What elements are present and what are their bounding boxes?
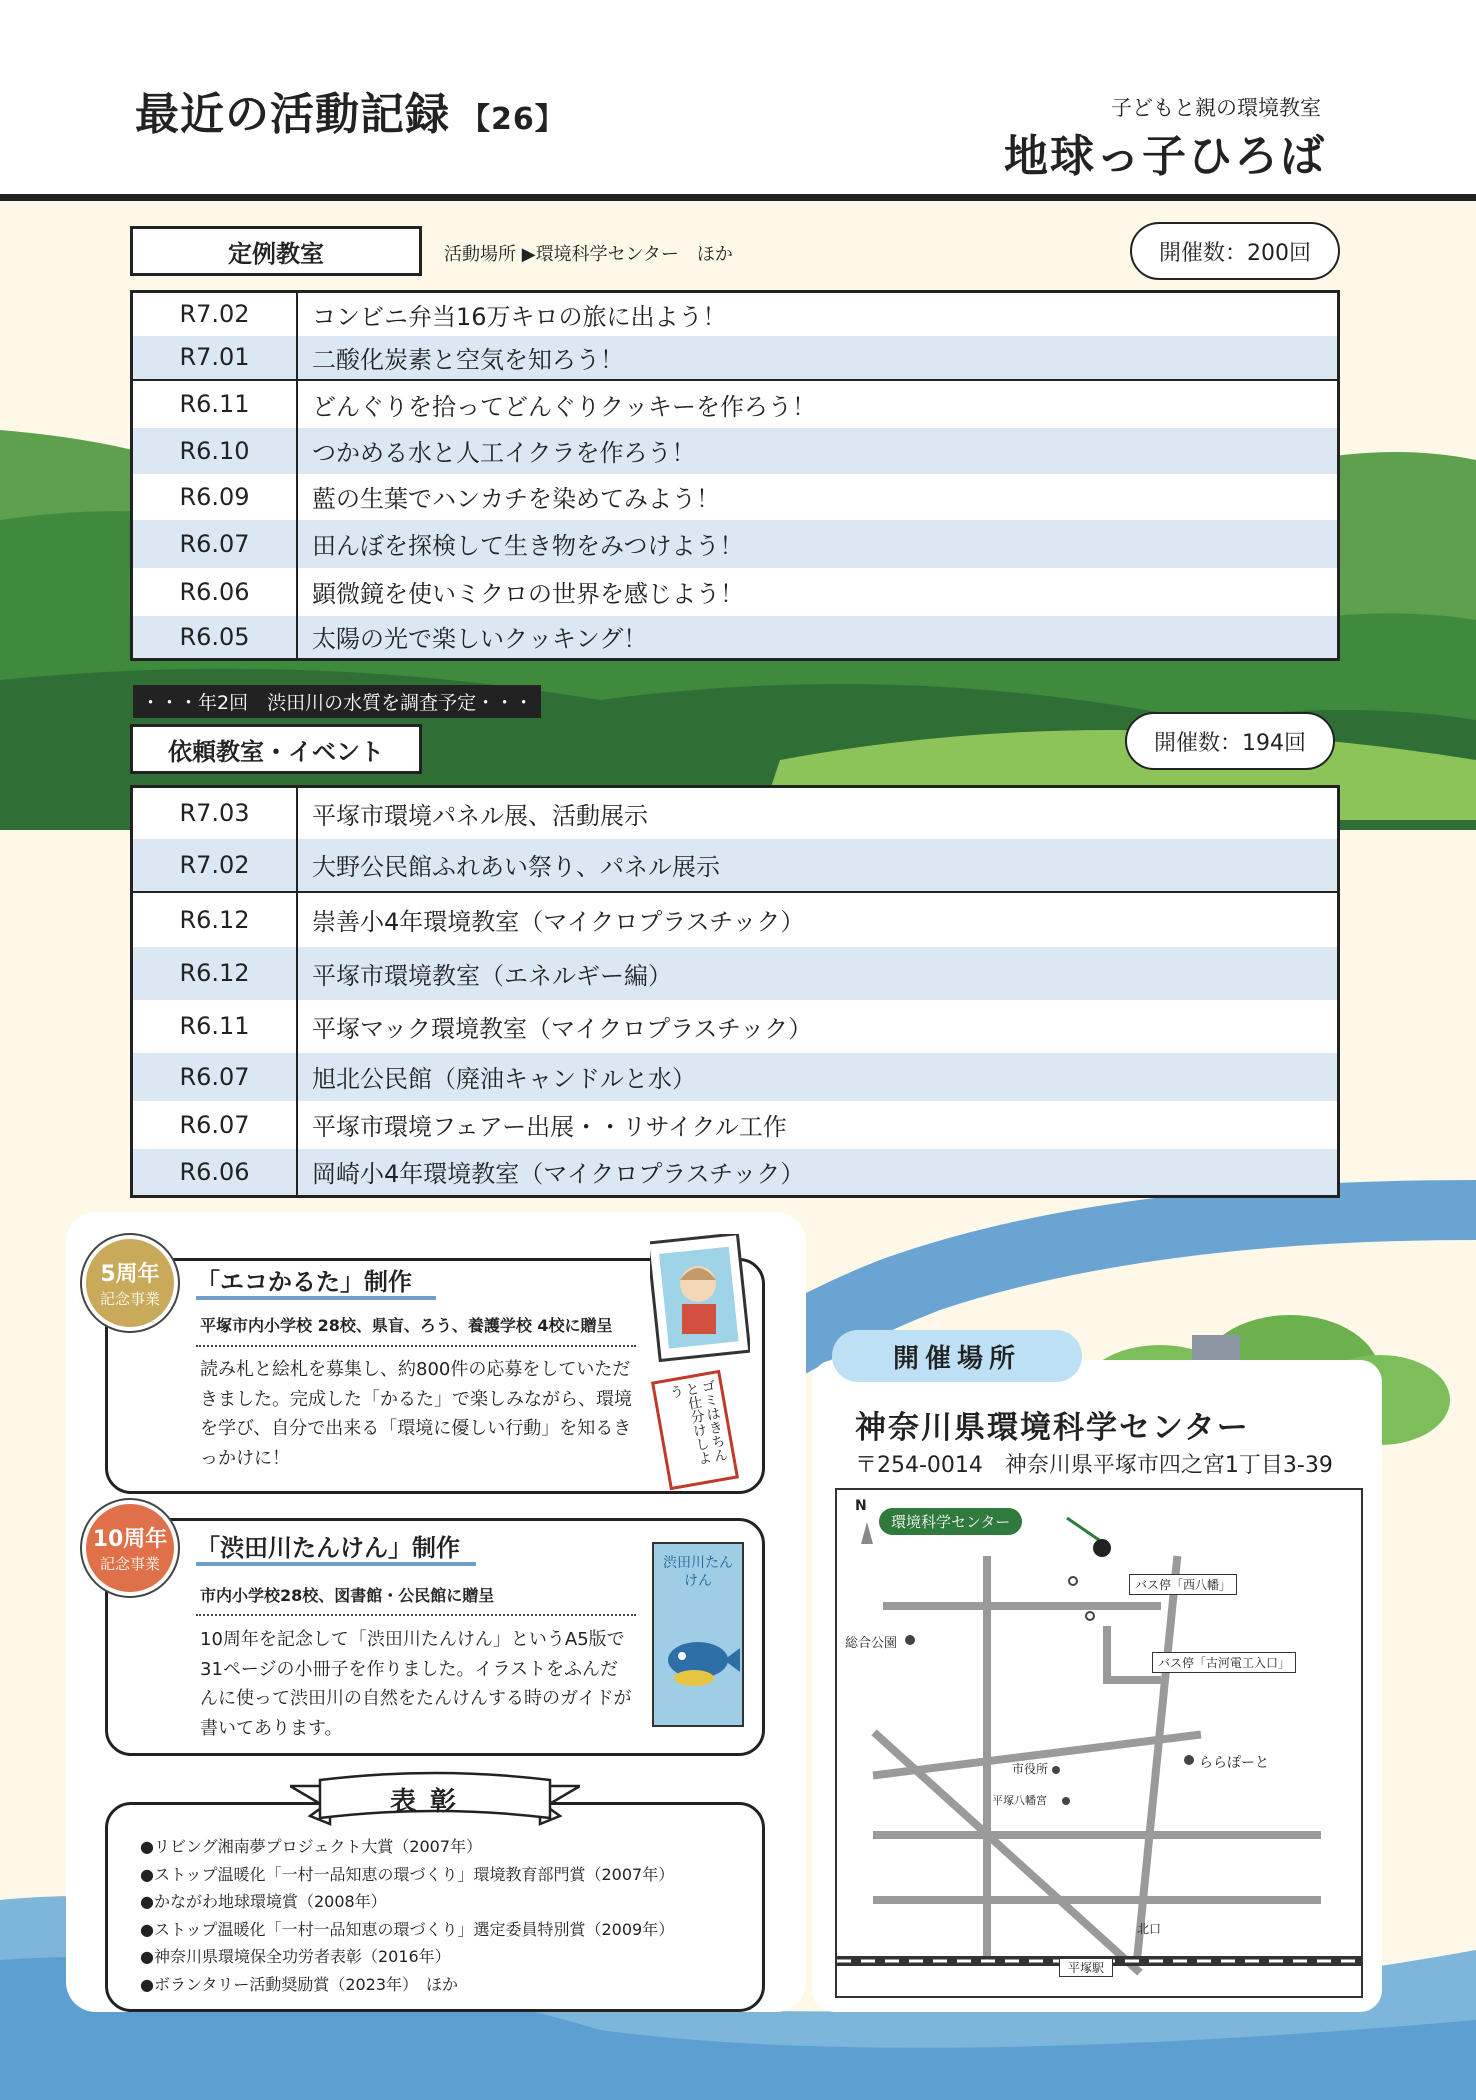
award-item: ●ボランタリー活動奨励賞（2023年） ほか — [140, 1974, 459, 1994]
project-body: 10周年を記念して「渋田川たんけん」というA5版で31ページの小冊子を作りました。イラストをふんだんに使って渋田川の自然をたんけんする時のガイドが書いてあります。 — [200, 1629, 632, 1740]
row-title: 旭北公民館（廃油キャンドルと水） — [297, 1053, 1339, 1101]
row-date: R7.02 — [132, 292, 298, 336]
row-title: つかめる水と人工イクラを作ろう！ — [297, 428, 1339, 474]
table-row — [132, 616, 1339, 660]
row-title: 藍の生葉でハンカチを染めてみよう！ — [312, 485, 720, 513]
table-row — [132, 1149, 1339, 1197]
table-row — [132, 568, 1339, 616]
award-item: ●かながわ地球環境賞（2008年） — [140, 1892, 387, 1912]
table-row — [132, 1101, 1339, 1149]
row-title: 崇善小4年環境教室（マイクロプラスチック） — [297, 892, 1339, 947]
row-title: 大野公民館ふれあい祭り、パネル展示 — [297, 839, 1339, 892]
header-rule — [0, 194, 1476, 201]
booklet-cover — [652, 1542, 744, 1727]
regular-count-badge: 開催数：200回 — [1130, 222, 1340, 280]
table-row — [132, 787, 1339, 839]
fish-illustration — [654, 1600, 742, 1700]
request-count-badge: 開催数：194回 — [1125, 712, 1335, 770]
org-name: 地球っ子ひろば — [1004, 131, 1326, 182]
table-row — [132, 520, 1339, 568]
map-park: 総合公園 — [845, 1636, 898, 1651]
karuta-word-card: ゴミはきちんと仕分けしよう — [651, 1370, 739, 1490]
table-row — [132, 892, 1339, 947]
regular-section-label: 定例教室 — [130, 226, 422, 276]
map-lalaport: ららぽーと — [1199, 1755, 1269, 1771]
row-date: R7.01 — [132, 336, 298, 380]
row-date: R6.05 — [132, 616, 298, 660]
regular-table — [130, 290, 1340, 661]
venue-address: 〒254-0014 神奈川県平塚市四之宮1丁目3-39 — [855, 1453, 1333, 1478]
table-row — [132, 380, 1339, 428]
row-title: 岡崎小4年環境教室（マイクロプラスチック） — [297, 1149, 1339, 1197]
project-body: 読み札と絵札を募集し、約800件の応募をしていただきました。完成した「かるた」で楽しみながら、環境を学び、自分で出来る「環境に優しい行動」を知るきっかけに！ — [200, 1359, 632, 1470]
map-center-label: 環境科学センター — [879, 1508, 1022, 1535]
row-date: R6.10 — [132, 428, 298, 474]
row-title: 平塚市環境パネル展、活動展示 — [312, 801, 648, 830]
karuta-picture-card — [650, 1234, 750, 1364]
title-underline — [196, 1562, 476, 1566]
map-bus-stop-2: バス停「古河電工入口」 — [1152, 1652, 1296, 1673]
row-title: どんぐりを拾ってどんぐりクッキーを作ろう！ — [297, 380, 1339, 428]
table-row — [132, 839, 1339, 892]
award-item: ●ストップ温暖化「一村一品知恵の環づくり」選定委員特別賞（2009年） — [140, 1919, 675, 1939]
map-north-exit: 北口 — [1137, 1922, 1162, 1936]
issue-number: 【26】 — [460, 102, 566, 137]
row-date: R6.06 — [132, 568, 298, 616]
water-survey-note: ・・・年2回 渋田川の水質を調査予定・・・ — [133, 685, 541, 718]
request-section-label: 依頼教室・イベント — [130, 724, 422, 774]
map-shrine: 平塚八幡宮 — [992, 1794, 1047, 1807]
row-date: R6.07 — [132, 1053, 298, 1101]
badge-number: 10周年 — [92, 1527, 168, 1552]
awards-title: 表彰 — [390, 1787, 471, 1817]
award-item: ●神奈川県環境保全功労者表彰（2016年） — [140, 1947, 451, 1967]
row-date: R6.11 — [132, 1000, 298, 1053]
project-title: 「エコかるた」制作 — [196, 1268, 412, 1296]
venue-name: 神奈川県環境科学センター — [855, 1410, 1250, 1446]
project-title: 「渋田川たんけん」制作 — [196, 1534, 460, 1562]
map-bus-stop-1: バス停「西八幡」 — [1129, 1574, 1237, 1595]
row-title: 顕微鏡を使いミクロの世界を感じよう！ — [312, 580, 744, 608]
table-row — [132, 336, 1339, 380]
row-title: コンビニ弁当16万キロの旅に出よう！ — [312, 302, 727, 331]
booklet-title: 渋田川たんけん — [663, 1555, 733, 1590]
awards-list — [140, 1833, 760, 1998]
table-row — [132, 947, 1339, 1000]
row-date: R6.12 — [132, 947, 298, 1000]
page-title — [135, 78, 566, 142]
project-subtitle: 市内小学校28校、図書館・公民館に贈呈 — [200, 1586, 495, 1605]
map-city-hall: 市役所 — [1012, 1762, 1049, 1776]
row-date: R7.03 — [132, 787, 298, 839]
award-item: ●ストップ温暖化「一村一品知恵の環づくり」環境教育部門賞（2007年） — [140, 1864, 675, 1884]
table-row — [132, 292, 1339, 336]
row-title: 平塚市環境フェアー出展・・リサイクル工作 — [312, 1113, 787, 1141]
badge-number: 5周年 — [100, 1262, 160, 1287]
project-subtitle: 平塚市内小学校 28校、県盲、ろう、養護学校 4校に贈呈 — [200, 1316, 613, 1335]
dotted-divider — [196, 1345, 636, 1347]
award-item: ●リビング湘南夢プロジェクト大賞（2007年） — [140, 1837, 483, 1856]
table-row — [132, 428, 1339, 474]
dotted-divider — [196, 1614, 636, 1616]
access-map — [835, 1488, 1363, 1998]
row-date: R6.09 — [132, 474, 298, 520]
row-title: 平塚市環境教室（エネルギー編） — [297, 947, 1339, 1000]
row-date: R6.12 — [132, 892, 298, 947]
row-title: 平塚マック環境教室（マイクロプラスチック） — [312, 1014, 813, 1043]
row-date: R6.07 — [132, 520, 298, 568]
anniversary-badge-5 — [82, 1235, 178, 1331]
row-title: 太陽の光で楽しいクッキング！ — [297, 616, 1339, 660]
row-date: R6.11 — [132, 380, 298, 428]
row-date: R6.07 — [132, 1101, 298, 1149]
map-roads — [837, 1490, 1361, 1996]
table-row — [132, 1053, 1339, 1101]
row-date: R6.06 — [132, 1149, 298, 1197]
badge-subtitle: 記念事業 — [99, 1290, 160, 1308]
map-station: 平塚駅 — [1059, 1958, 1113, 1977]
anniversary-badge-10 — [82, 1500, 178, 1596]
row-date: R7.02 — [132, 839, 298, 892]
page-title-text: 最近の活動記録 — [135, 89, 450, 140]
regular-place: 活動場所 ▶環境科学センター ほか — [444, 244, 733, 265]
row-title: 田んぼを探検して生き物をみつけよう！ — [297, 520, 1339, 568]
title-underline — [196, 1296, 436, 1300]
table-row — [132, 474, 1339, 520]
request-table — [130, 785, 1340, 1198]
table-row — [132, 1000, 1339, 1053]
badge-subtitle: 記念事業 — [99, 1555, 160, 1573]
venue-label: 開催場所 — [832, 1330, 1082, 1382]
org-subtitle: 子どもと親の環境教室 — [1111, 96, 1321, 120]
row-title: 二酸化炭素と空気を知ろう！ — [297, 336, 1339, 380]
north-mark: N — [855, 1498, 867, 1514]
